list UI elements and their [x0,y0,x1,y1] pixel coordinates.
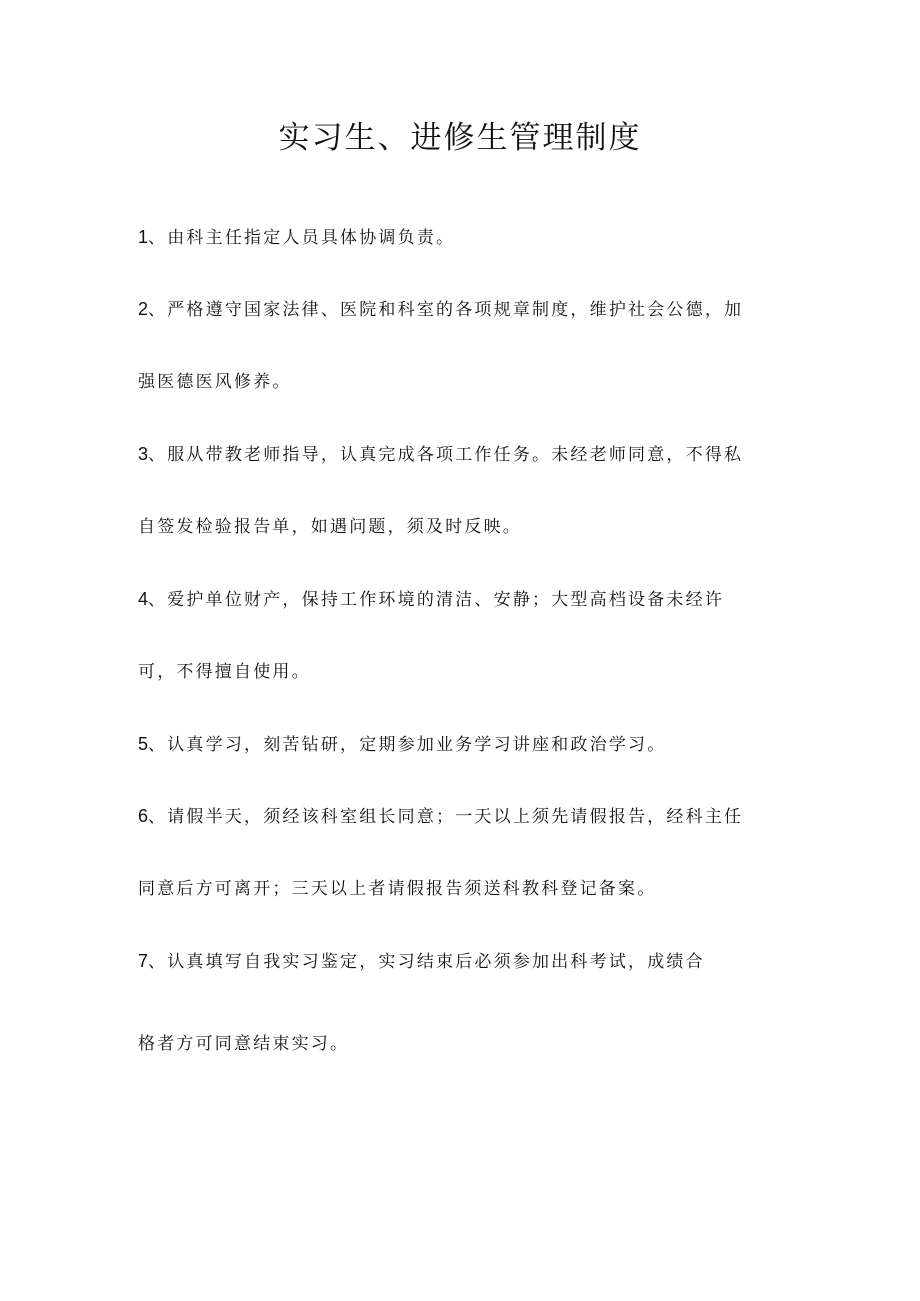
rule-item-7 [138,947,788,976]
rule-item-5 [138,730,788,759]
item-number: 2 [138,299,149,319]
item-text-line: 、爱护单位财产，保持工作环境的清洁、安静；大型高档设备未经许 [148,590,725,610]
rule-item-4 [138,585,788,614]
item-text-line: 、认真填写自我实习鉴定，实习结束后必须参加出科考试，成绩合 [148,952,705,972]
item-number: 5 [138,734,149,754]
item-number: 4 [138,589,149,609]
item-text-line: 、严格遵守国家法律、医院和科室的各项规章制度，维护社会公德，加 [148,300,744,320]
item-text-line: 、由科主任指定人员具体协调负责。 [148,228,456,248]
item-text-line: 、服从带教老师指导，认真完成各项工作任务。未经老师同意，不得私 [148,445,744,465]
rule-item-6 [138,802,788,831]
item-number: 7 [138,951,149,971]
rule-item-3 [138,440,788,469]
rule-item-2 [138,295,788,324]
rule-item-2-continuation: 强医德医风修养。 [138,372,292,392]
rule-item-3-continuation: 自签发检验报告单，如遇问题，须及时反映。 [138,517,522,537]
document-title: 实习生、进修生管理制度 [278,120,642,156]
item-number: 3 [138,444,149,464]
rule-item-6-continuation: 同意后方可离开；三天以上者请假报告须送科教科登记备案。 [138,879,657,899]
rule-item-4-continuation: 可，不得擅自使用。 [138,662,311,682]
rule-item-7-continuation: 格者方可同意结束实习。 [138,1034,350,1054]
item-number: 1 [138,227,149,247]
item-text-line: 、请假半天，须经该科室组长同意；一天以上须先请假报告，经科主任 [148,807,744,827]
item-number: 6 [138,806,149,826]
item-text-line: 、认真学习，刻苦钻研，定期参加业务学习讲座和政治学习。 [148,735,667,755]
rule-item-1 [138,223,788,252]
